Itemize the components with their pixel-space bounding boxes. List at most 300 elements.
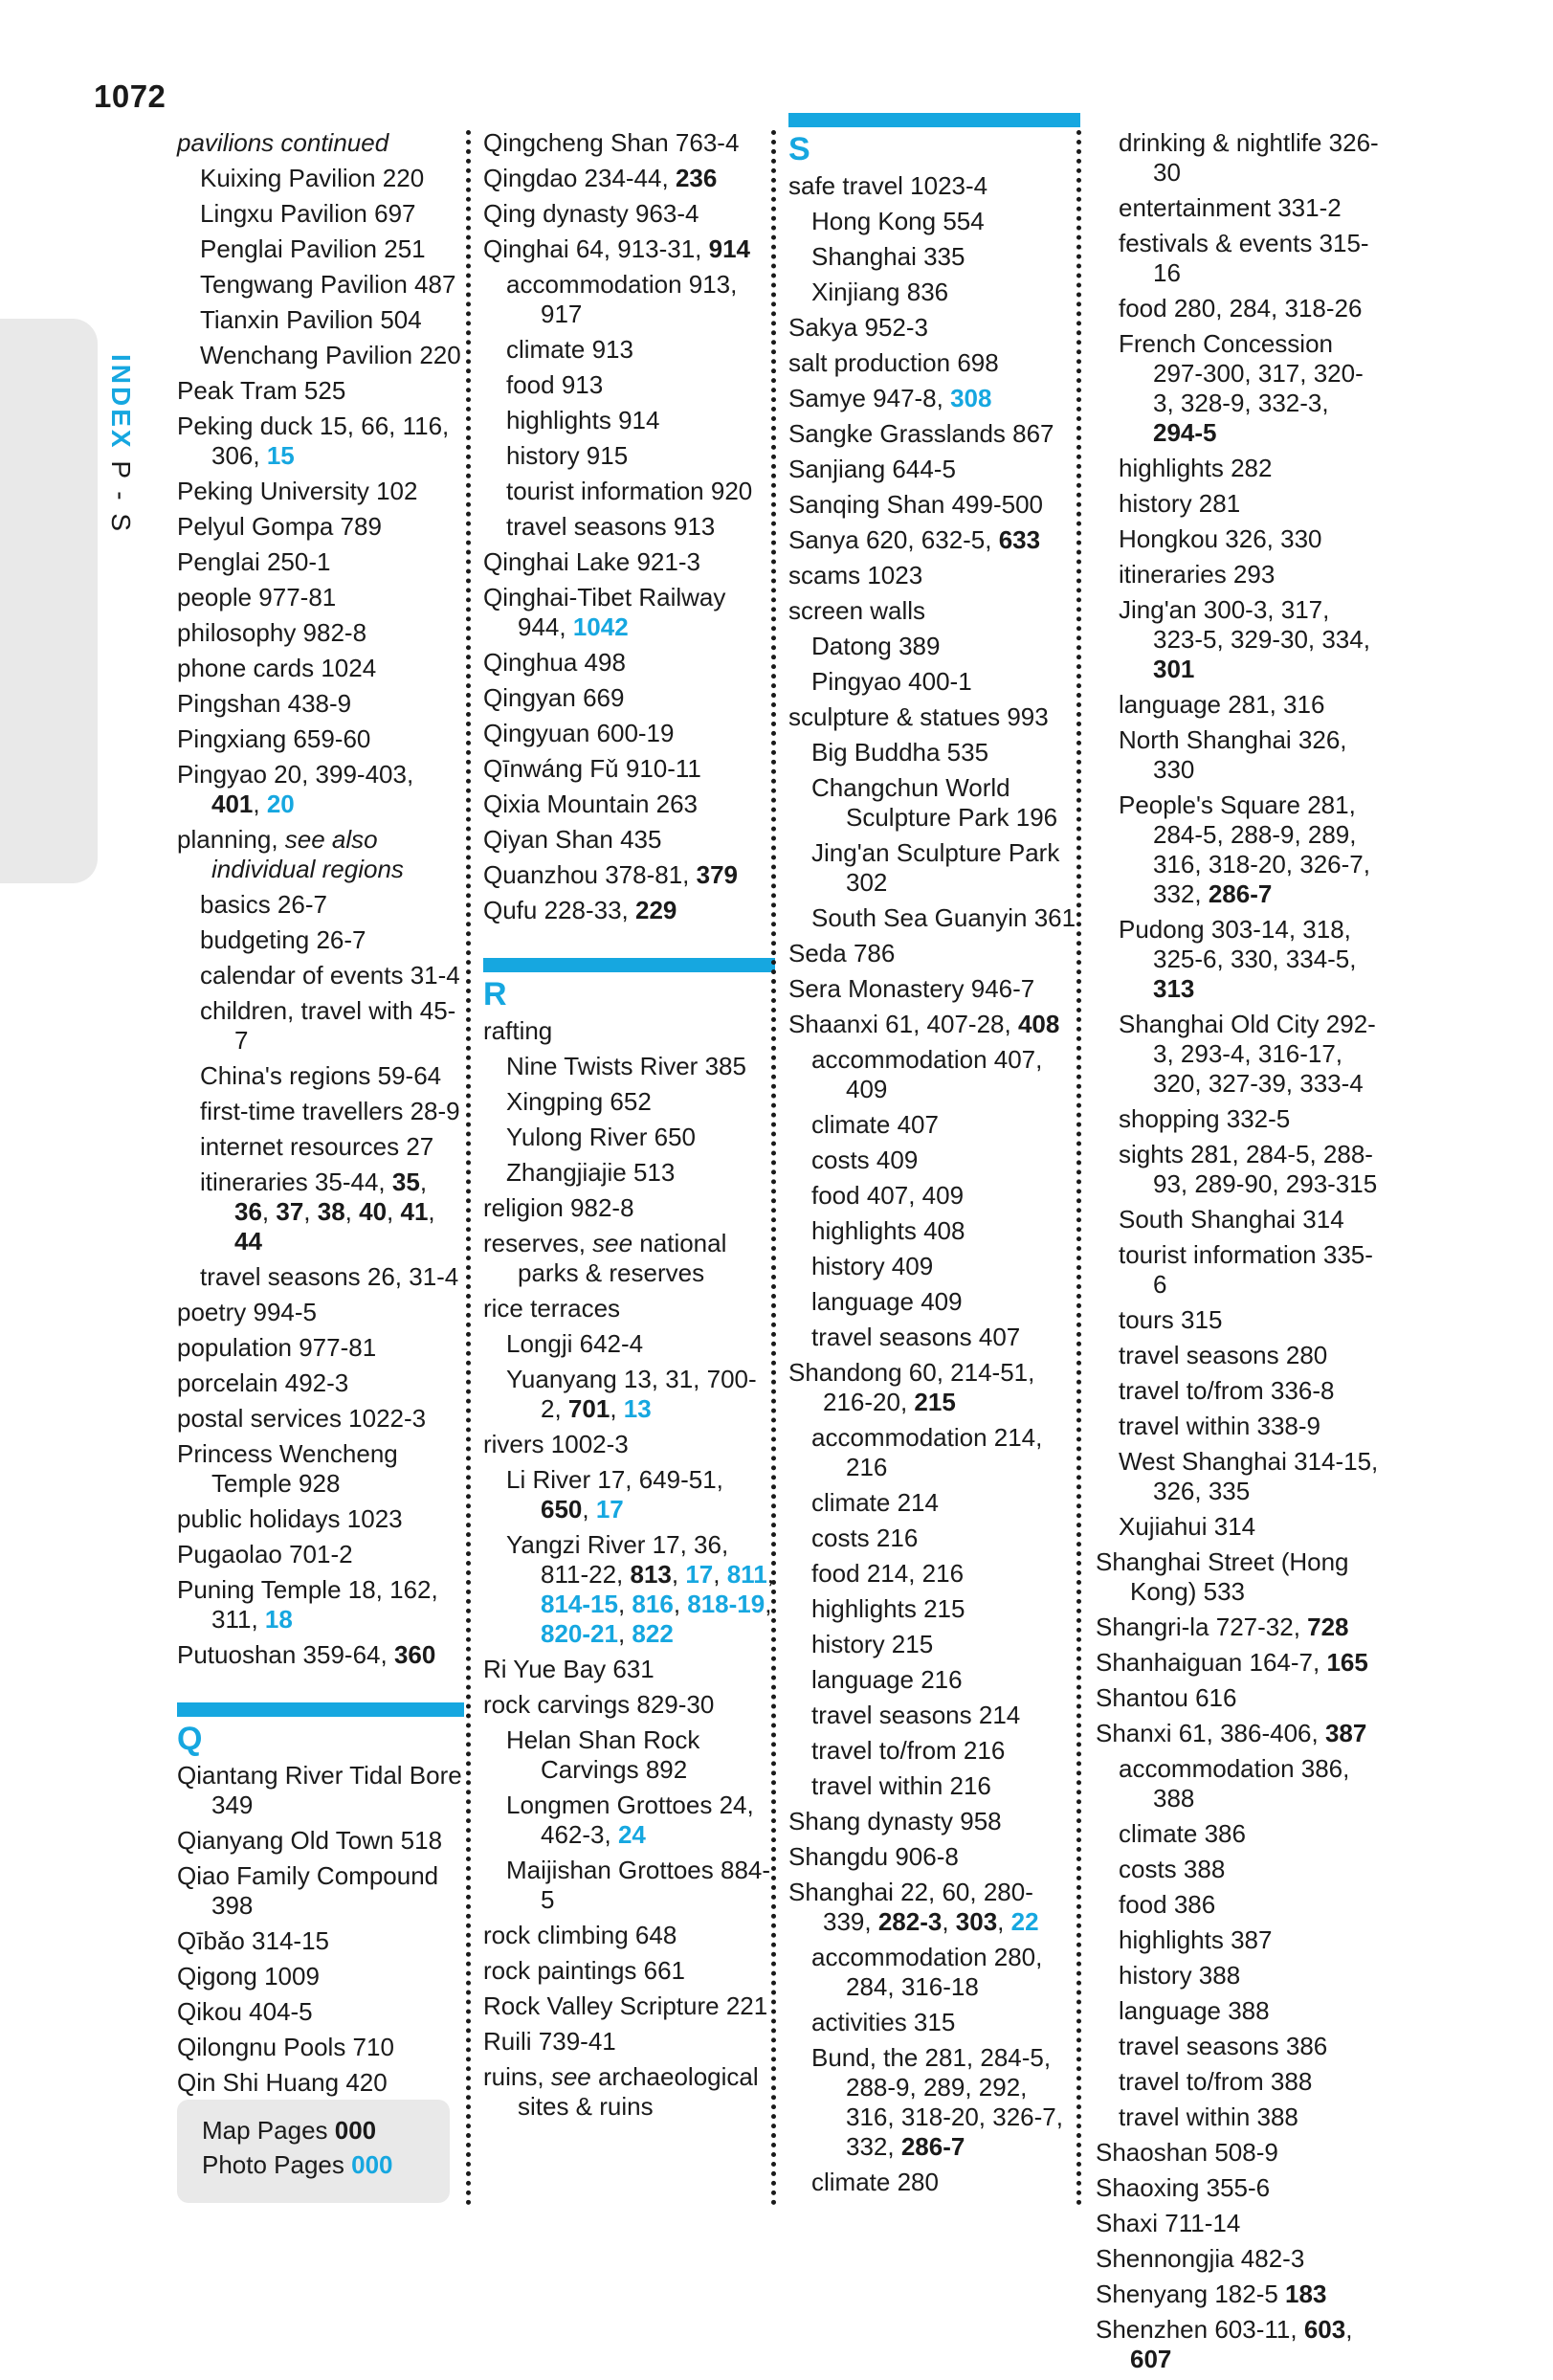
index-subentry [1096, 1341, 1383, 1370]
entry-text: language 216 [811, 1665, 963, 1694]
index-entry [177, 618, 464, 648]
entry-text: South Sea Guanyin 361 [811, 903, 1076, 932]
entry-text: safe travel 1023-4 [788, 171, 988, 200]
entry-text: Penglai 250-1 [177, 547, 331, 576]
index-subentry [483, 441, 775, 471]
index-subentry [788, 1323, 1080, 1352]
index-entry [177, 1926, 464, 1956]
index-entry [1096, 2173, 1383, 2203]
entry-text: Longji 642-4 [506, 1329, 644, 1358]
photo-page-ref: 13 [623, 1394, 652, 1423]
index-subentry [483, 1052, 775, 1081]
entry-text: Hongkou 326, 330 [1119, 524, 1322, 553]
index-subentry [788, 278, 1080, 307]
entry-text: Shaanxi 61, 407-28, [788, 1010, 1018, 1038]
entry-text: Penglai Pavilion 251 [200, 234, 426, 263]
index-subentry [177, 341, 464, 370]
index-column-1 [177, 128, 464, 2103]
index-subentry [788, 1701, 1080, 1730]
index-column-2 [483, 128, 775, 2127]
entry-text: Shanxi 61, 386-406, [1096, 1719, 1325, 1747]
index-subentry [788, 1665, 1080, 1695]
index-subentry [483, 1856, 775, 1915]
entry-text-part: , [428, 1197, 435, 1226]
index-subentry [1096, 2067, 1383, 2097]
index-subentry [788, 1524, 1080, 1553]
photo-page-ref: 15 [266, 441, 295, 470]
entry-text: People's Square 281, 284-5, 288-9, 289, 316, 318-20, 326-7, 332, [1119, 790, 1370, 908]
column-divider [466, 130, 471, 2207]
map-page-ref: 41 [400, 1197, 429, 1226]
entry-text: population 977-81 [177, 1333, 377, 1362]
index-entry [483, 2027, 775, 2057]
index-entry [177, 2033, 464, 2062]
map-page-ref: 294-5 [1153, 418, 1217, 447]
index-entry [483, 1229, 775, 1288]
entry-text: food 913 [506, 370, 604, 399]
index-subentry [788, 2008, 1080, 2037]
index-entry [788, 171, 1080, 201]
map-page-ref: 303 [955, 1907, 998, 1936]
entry-text: Pugaolao 701-2 [177, 1540, 353, 1568]
entry-text: Xujiahui 314 [1119, 1512, 1256, 1541]
index-entry [788, 974, 1080, 1004]
entry-text: language 388 [1119, 1996, 1270, 2025]
entry-text: Kuixing Pavilion 220 [200, 164, 425, 192]
index-subentry [1096, 1855, 1383, 1884]
entry-text: Puning Temple 18, 162, 311, [177, 1575, 438, 1634]
index-subentry [177, 1132, 464, 1162]
index-entry [1096, 1683, 1383, 1713]
entry-text: travel within 338-9 [1119, 1412, 1320, 1440]
entry-text: highlights 282 [1119, 454, 1273, 482]
index-subentry [788, 1216, 1080, 1246]
index-subentry [1096, 1819, 1383, 1849]
entry-text: Hong Kong 554 [811, 207, 985, 235]
index-entry [788, 1807, 1080, 1836]
index-subentry [483, 1158, 775, 1188]
legend-map-pages [202, 2113, 450, 2147]
index-entry [177, 1861, 464, 1921]
index-subentry [177, 234, 464, 264]
entry-text: West Shanghai 314-15, 326, 335 [1119, 1447, 1379, 1505]
index-entry [483, 896, 775, 925]
index-entry [788, 1358, 1080, 1417]
photo-page-ref: 18 [264, 1605, 293, 1634]
entry-text: Qing dynasty 963-4 [483, 199, 699, 228]
index-entry [788, 384, 1080, 413]
legend-map-label: Map Pages [202, 2116, 328, 2145]
entry-text: Shang dynasty 958 [788, 1807, 1002, 1835]
index-entry [483, 790, 775, 819]
index-subentry [483, 270, 775, 329]
index-entry [177, 1640, 464, 1670]
index-subentry [1096, 725, 1383, 785]
section-letter: R [483, 976, 507, 1012]
index-entry [177, 1333, 464, 1363]
entry-text: history 409 [811, 1252, 934, 1280]
index-entry [483, 583, 775, 642]
entry-text: travel seasons 280 [1119, 1341, 1328, 1369]
index-subentry [177, 1168, 464, 1257]
index-subentry [788, 1423, 1080, 1482]
index-subentry [1096, 790, 1383, 909]
index-entry [177, 1298, 464, 1327]
entry-text: Pudong 303-14, 318, 325-6, 330, 334-5, [1119, 915, 1357, 973]
index-entry [483, 683, 775, 713]
index-column-3 [788, 128, 1080, 2203]
entry-text: Pingyao 20, 399-403, [177, 760, 414, 789]
index-subentry [788, 632, 1080, 661]
map-page-ref: 165 [1326, 1648, 1368, 1677]
entry-text: travel seasons 407 [811, 1323, 1021, 1351]
photo-page-ref: 308 [950, 384, 992, 412]
entry-text: accommodation 913, 917 [506, 270, 738, 328]
entry-text: Tengwang Pavilion 487 [200, 270, 456, 299]
index-subentry [1096, 1412, 1383, 1441]
index-subentry [1096, 1925, 1383, 1955]
entry-text-part: , [713, 1560, 727, 1589]
entry-text: Qiantang River Tidal Bore 349 [177, 1761, 462, 1819]
index-entry [177, 825, 464, 884]
index-entry [788, 939, 1080, 968]
index-entry [788, 348, 1080, 378]
entry-text-part: , [671, 1560, 686, 1589]
entry-text: Qībǎo 314-15 [177, 1926, 330, 1955]
map-page-ref: 813 [630, 1560, 672, 1589]
entry-text: Shenzhen 603-11, [1096, 2315, 1304, 2344]
photo-page-ref: 22 [1010, 1907, 1039, 1936]
entry-text: tourist information 335-6 [1119, 1240, 1373, 1299]
index-entry [483, 1921, 775, 1950]
index-entry [483, 1991, 775, 2021]
index-subentry [788, 1181, 1080, 1211]
entry-text: Helan Shan Rock Carvings 892 [506, 1725, 700, 1784]
index-entry [177, 760, 464, 819]
entry-text: rock carvings 829-30 [483, 1690, 715, 1719]
cross-ref-text: see [592, 1229, 633, 1257]
index-entry [1096, 1648, 1383, 1678]
map-page-ref: 236 [675, 164, 718, 192]
entry-text: Sera Monastery 946-7 [788, 974, 1035, 1003]
entry-text-part: , [942, 1907, 956, 1936]
entry-text-part: , [261, 1197, 277, 1226]
entry-text: highlights 408 [811, 1216, 965, 1245]
index-subentry [788, 242, 1080, 272]
entry-text-part: , [673, 1590, 688, 1618]
entry-text: Sanjiang 644-5 [788, 455, 956, 483]
index-entry [1096, 2280, 1383, 2309]
index-entry [483, 2062, 775, 2122]
index-subentry [1096, 2102, 1383, 2132]
entry-text: food 386 [1119, 1890, 1216, 1919]
index-entry [1096, 1613, 1383, 1642]
cross-ref-text: see [550, 2062, 591, 2091]
index-subentry [483, 406, 775, 435]
index-entry [177, 1439, 464, 1499]
entry-text: travel within 216 [811, 1771, 991, 1800]
index-entry [483, 648, 775, 678]
index-subentry [1096, 1961, 1383, 1991]
entry-text-part: , [617, 1619, 632, 1648]
index-entry [483, 547, 775, 577]
entry-text: accommodation 407, 409 [811, 1045, 1043, 1103]
index-range: P - S [106, 460, 136, 535]
photo-page-ref: 17 [595, 1495, 624, 1524]
entry-text: travel to/from 336-8 [1119, 1376, 1335, 1405]
entry-text: Princess Wencheng Temple 928 [177, 1439, 398, 1498]
index-subentry [1096, 595, 1383, 684]
column-divider [1076, 130, 1081, 2207]
entry-text: rivers 1002-3 [483, 1430, 629, 1458]
entry-text: South Shanghai 314 [1119, 1205, 1344, 1234]
index-column-4 [1096, 128, 1383, 2380]
legend-photo-value: 000 [351, 2150, 393, 2179]
index-subentry [1096, 229, 1383, 288]
index-subentry [483, 1123, 775, 1152]
entry-text: Peking duck 15, 66, 116, 306, [177, 411, 450, 470]
index-subentry [483, 335, 775, 365]
map-page-ref: 40 [359, 1197, 388, 1226]
entry-text: Shanghai Street (Hong Kong) 533 [1096, 1547, 1349, 1606]
index-subentry [483, 370, 775, 400]
index-entry [788, 702, 1080, 732]
entry-text-part: , [303, 1197, 318, 1226]
index-subentry [788, 1146, 1080, 1175]
index-subentry [483, 1530, 775, 1649]
entry-text: highlights 914 [506, 406, 660, 434]
entry-text: Lingxu Pavilion 697 [200, 199, 416, 228]
entry-text: Tianxin Pavilion 504 [200, 305, 422, 334]
entry-text: Sangke Grasslands 867 [788, 419, 1054, 448]
map-page-ref: 387 [1324, 1719, 1367, 1747]
entry-text: Shaoshan 508-9 [1096, 2138, 1278, 2167]
entry-text: travel within 388 [1119, 2102, 1298, 2131]
entry-text: language 281, 316 [1119, 690, 1325, 719]
map-page-ref: 36 [234, 1197, 262, 1226]
entry-text: food 407, 409 [811, 1181, 965, 1210]
index-entry [177, 1575, 464, 1635]
map-page-ref: 44 [234, 1227, 262, 1256]
map-page-ref: 229 [635, 896, 677, 924]
entry-text: history 215 [811, 1630, 934, 1658]
entry-text-part: , [617, 1590, 632, 1618]
index-subentry [177, 1262, 464, 1292]
entry-text: Qinghua 498 [483, 648, 626, 677]
index-entry [177, 724, 464, 754]
entry-text: tourist information 920 [506, 477, 753, 505]
page-legend [177, 2100, 450, 2203]
entry-text: Shanghai Old City 292-3, 293-4, 316-17, 320, 327-39, 333-4 [1119, 1010, 1376, 1098]
entry-text: language 409 [811, 1287, 963, 1316]
entry-text: philosophy 982-8 [177, 618, 367, 647]
index-subentry [1096, 193, 1383, 223]
entry-text: climate 280 [811, 2168, 939, 2196]
index-entry [483, 719, 775, 748]
entry-text: public holidays 1023 [177, 1504, 403, 1533]
index-entry [177, 1368, 464, 1398]
entry-text: Shenyang 182-5 [1096, 2280, 1286, 2308]
entry-text: travel seasons 214 [811, 1701, 1021, 1729]
entry-text: poetry 994-5 [177, 1298, 317, 1326]
entry-text: Qianyang Old Town 518 [177, 1826, 443, 1855]
index-entry [788, 419, 1080, 449]
entry-text: Qikou 404-5 [177, 1997, 313, 2026]
entry-text: Shantou 616 [1096, 1683, 1237, 1712]
entry-text: Bund, the 281, 284-5, 288-9, 289, 292, 316, 318-20, 326-7, 332, [811, 2043, 1063, 2161]
index-subentry [483, 1465, 775, 1524]
entry-text-part: archaeological sites & ruins [518, 2062, 759, 2121]
map-page-ref: 728 [1307, 1613, 1349, 1641]
index-entry [483, 1655, 775, 1684]
index-subentry [177, 270, 464, 300]
entry-text: Pingxiang 659-60 [177, 724, 371, 753]
index-entry [177, 1826, 464, 1856]
entry-text: Nine Twists River 385 [506, 1052, 746, 1080]
entry-text: Changchun World Sculpture Park 196 [811, 773, 1058, 832]
section-bar [177, 1702, 464, 1717]
legend-photo-pages [202, 2147, 450, 2182]
page-number: 1072 [94, 78, 166, 114]
index-entry [483, 164, 775, 193]
map-page-ref: 650 [541, 1495, 583, 1524]
index-subentry [788, 1488, 1080, 1518]
entry-text: Quanzhou 378-81, [483, 860, 697, 889]
index-side-tab-label [107, 354, 134, 534]
index-subentry [1096, 915, 1383, 1004]
entry-text: budgeting 26-7 [200, 925, 366, 954]
index-entry [483, 825, 775, 855]
index-subentry [1096, 1376, 1383, 1406]
index-entry [177, 2068, 464, 2098]
entry-text: Samye 947-8, [788, 384, 951, 412]
entry-text: Shanghai 22, 60, 280-339, [788, 1878, 1033, 1936]
entry-text-part: , [253, 790, 267, 818]
index-subentry [788, 1630, 1080, 1659]
photo-page-ref: 818-19 [687, 1590, 765, 1618]
entry-text: rafting [483, 1016, 553, 1045]
entry-text-part: , [997, 1907, 1011, 1936]
index-subentry [1096, 2032, 1383, 2061]
entry-text: religion 982-8 [483, 1193, 634, 1222]
entry-text-part: , [387, 1197, 401, 1226]
entry-text: Qilongnu Pools 710 [177, 2033, 394, 2061]
entry-text: Jing'an Sculpture Park 302 [811, 838, 1060, 897]
entry-text: costs 216 [811, 1524, 919, 1552]
map-page-ref: 603 [1303, 2315, 1346, 2344]
index-subentry [788, 903, 1080, 933]
map-page-ref: 701 [567, 1394, 610, 1423]
index-entry [1096, 1547, 1383, 1607]
entry-text: rock paintings 661 [483, 1956, 686, 1985]
entry-text: ruins, [483, 2062, 551, 2091]
legend-photo-label: Photo Pages [202, 2150, 344, 2179]
section-bar [483, 958, 775, 972]
photo-page-ref: 24 [617, 1820, 646, 1849]
index-subentry [1096, 128, 1383, 188]
entry-text: Qinghai 64, 913-31, [483, 234, 709, 263]
map-page-ref: 301 [1153, 655, 1195, 683]
entry-text: history 915 [506, 441, 629, 470]
index-entry [177, 128, 464, 158]
index-entry [177, 654, 464, 683]
index-subentry [177, 961, 464, 990]
index-entry [788, 525, 1080, 555]
entry-text: Shandong 60, 214-51, 216-20, [788, 1358, 1035, 1416]
index-subentry [788, 1252, 1080, 1281]
index-entry [1096, 2315, 1383, 2374]
index-subentry [177, 1097, 464, 1126]
entry-text: travel to/from 388 [1119, 2067, 1313, 2096]
section-letter: Q [177, 1721, 203, 1757]
entry-text: climate 913 [506, 335, 633, 364]
entry-text: Putuoshan 359-64, [177, 1640, 394, 1669]
index-subentry [1096, 560, 1383, 589]
map-page-ref: 607 [1130, 2345, 1172, 2373]
entry-text: people 977-81 [177, 583, 337, 612]
index-entry [1096, 2209, 1383, 2238]
photo-page-ref: 814-15 [541, 1590, 618, 1618]
entry-text-part: national parks & reserves [518, 1229, 727, 1287]
index-subentry [788, 1943, 1080, 2002]
entry-text: Shanghai 335 [811, 242, 965, 271]
entry-text: rice terraces [483, 1294, 621, 1323]
entry-text: entertainment 331-2 [1119, 193, 1342, 222]
index-subentry [1096, 524, 1383, 554]
index-subentry [177, 1061, 464, 1091]
entry-text: planning, [177, 825, 285, 854]
index-subentry [483, 512, 775, 542]
index-subentry [1096, 1104, 1383, 1134]
entry-text: itineraries 293 [1119, 560, 1276, 589]
section-letter-heading [177, 1702, 464, 1757]
index-entry [177, 689, 464, 719]
entry-text: Qīnwáng Fǔ 910-11 [483, 754, 701, 783]
entry-text: postal services 1022-3 [177, 1404, 427, 1433]
entry-text: food 280, 284, 318-26 [1119, 294, 1363, 323]
entry-text: Peak Tram 525 [177, 376, 346, 405]
entry-text: Shaoxing 355-6 [1096, 2173, 1271, 2202]
entry-text: salt production 698 [788, 348, 999, 377]
entry-text: Shanhaiguan 164-7, [1096, 1648, 1327, 1677]
map-page-ref: 35 [391, 1168, 420, 1196]
photo-page-ref: 816 [632, 1590, 674, 1618]
entry-text: Big Buddha 535 [811, 738, 989, 767]
index-entry [788, 1878, 1080, 1937]
map-page-ref: 401 [211, 790, 254, 818]
index-subentry [788, 2043, 1080, 2162]
index-entry [177, 512, 464, 542]
entry-text: Qinghai-Tibet Railway 944, [483, 583, 726, 641]
map-page-ref: 286-7 [1208, 879, 1273, 908]
index-subentry [788, 207, 1080, 236]
index-subentry [788, 738, 1080, 767]
entry-text: accommodation 386, 388 [1119, 1754, 1350, 1813]
map-page-ref: 360 [393, 1640, 436, 1669]
photo-page-ref: 1042 [572, 612, 629, 641]
entry-text: North Shanghai 326, 330 [1119, 725, 1347, 784]
index-entry [177, 411, 464, 471]
entry-text: climate 407 [811, 1110, 939, 1139]
entry-text: calendar of events 31-4 [200, 961, 460, 990]
index-entry [1096, 2138, 1383, 2168]
index-subentry [1096, 294, 1383, 323]
index-entry [177, 1962, 464, 1991]
entry-text-part: , [344, 1197, 360, 1226]
index-entry [177, 583, 464, 612]
index-subentry [1096, 1890, 1383, 1920]
index-subentry [788, 1045, 1080, 1104]
